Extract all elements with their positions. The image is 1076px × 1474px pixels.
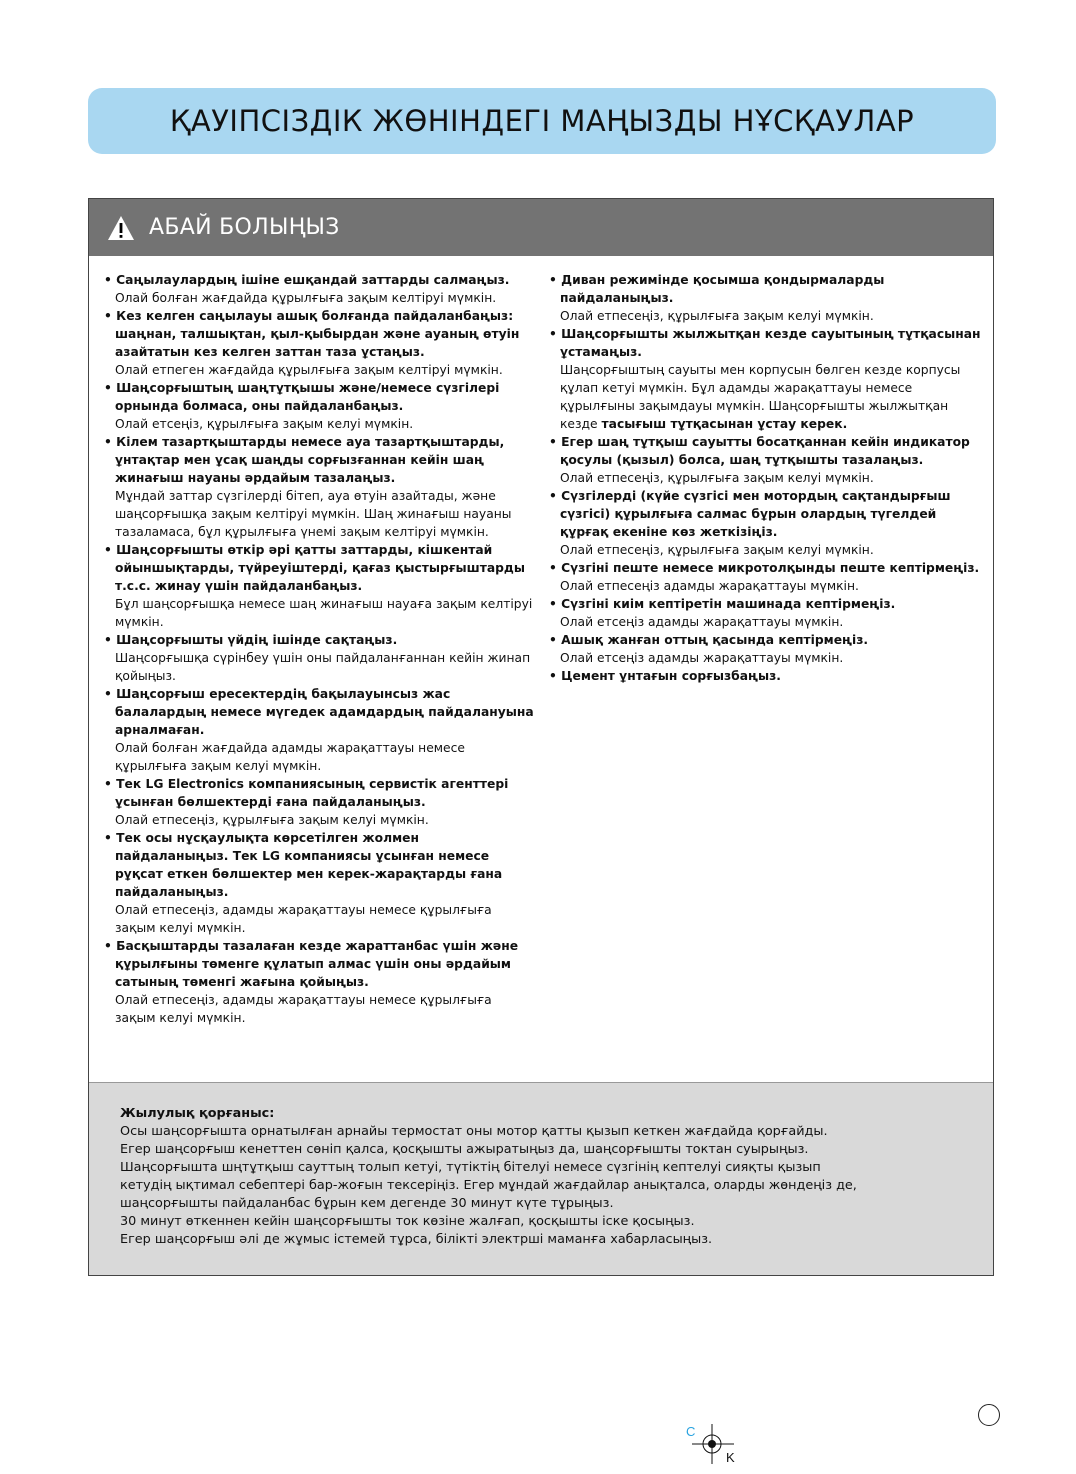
section-header: АБАЙ БОЛЫҢЫЗ xyxy=(149,215,340,240)
thermal-line: шаңсорғышты пайдаланбас бұрын кем дегенде 30 минут күте тұрыңыз. xyxy=(120,1196,614,1211)
item-heading: • Сүзгілерді (күйе сүзгісі мен мотордың сақтандырғыш сүзгісі) құрылғыға салмас бұрын олардың түгелдей құрғақ екеніне көз жеткізіңіз. xyxy=(549,489,951,539)
warning-triangle-icon xyxy=(107,215,135,241)
list-item xyxy=(549,559,983,595)
thermal-line: Шаңсорғышта шңтұтқыш сауттың толып кетуі, түтіктің бітелуі немесе сүзгінің кептелуі сияқты қызып xyxy=(120,1160,821,1175)
item-body-text: Олай етпесеңіз, адамды жарақаттауы немесе құрылғыға зақым келуі мүмкін. xyxy=(115,903,492,935)
thermal-protection-panel xyxy=(89,1082,993,1275)
item-body xyxy=(549,307,983,325)
item-body-text: Олай етпесеңіз адамды жарақаттауы мүмкін. xyxy=(560,579,859,593)
list-item xyxy=(104,775,534,829)
item-body-text: Олай етпесеңіз, құрылғыға зақым келуі мүмкін. xyxy=(560,309,874,323)
item-body xyxy=(104,289,534,307)
item-heading: • Сүзгіні киім кептіретін машинада кептірмеңіз. xyxy=(549,597,896,611)
page-number-circle xyxy=(978,1404,1000,1426)
list-item xyxy=(104,433,534,541)
list-item xyxy=(104,685,534,775)
list-item xyxy=(104,271,534,307)
item-heading: • Шаңсорғышты өткір әрі қатты заттарды, кішкентай ойыншықтарды, түйреуіштерді, қағаз қыстырғыштарды т.с.с. жинау үшін пайдаланбаңыз. xyxy=(104,543,525,593)
item-body-text: Бұл шаңсорғышқа немесе шаң жинағыш науаға зақым келтіруі мүмкін. xyxy=(115,597,533,629)
caution-header xyxy=(89,199,993,256)
item-body xyxy=(104,811,534,829)
item-body xyxy=(549,613,983,631)
item-heading: • Шаңсорғыш ересектердің бақылауынсыз жас балалардың немесе мүгедек адамдардың пайдалануына арналмаған. xyxy=(104,687,534,737)
item-body xyxy=(549,361,983,433)
list-item xyxy=(549,487,983,559)
item-body xyxy=(104,487,534,541)
item-heading: • Шаңсорғышты үйдің ішінде сақтаңыз. xyxy=(104,633,398,647)
item-body-text: Олай етпесеңіз, құрылғыға зақым келуі мүмкін. xyxy=(560,471,874,485)
item-body-text: Олай етсеңіз, құрылғыға зақым келуі мүмкін. xyxy=(115,417,414,431)
item-body xyxy=(104,649,534,685)
caution-box xyxy=(88,198,994,1276)
reg-c-label: C xyxy=(686,1424,696,1439)
item-body xyxy=(104,991,534,1027)
item-heading: • Саңылаулардың ішіне ешқандай заттарды салмаңыз. xyxy=(104,273,510,287)
item-heading: • Шаңсорғышты жылжытқан кезде сауытының тұтқасынан ұстамаңыз. xyxy=(549,327,981,359)
item-body-text: Олай болған жағдайда адамды жарақаттауы немесе құрылғыға зақым келуі мүмкін. xyxy=(115,741,465,773)
item-body-bold: тасығыш тұтқасынан ұстау керек. xyxy=(601,417,848,431)
list-item xyxy=(104,829,534,937)
item-body xyxy=(104,595,534,631)
title-banner xyxy=(88,88,996,154)
item-body-text: Шаңсорғыштың сауыты мен корпусын бөлген кезде корпусы құлап кетуі мүмкін. Бұл адамды жарақаттауы немесе құрылғыны зақымдауы мүмкін. Шаңсорғышты жылжытқан кезде xyxy=(560,363,961,431)
item-body xyxy=(104,739,534,775)
item-body xyxy=(104,901,534,937)
thermal-line: 30 минут өткеннен кейін шаңсорғышты ток көзіне жалғап, қосқышты іске қосыңыз. xyxy=(120,1214,695,1229)
reg-k-label: K xyxy=(726,1450,735,1464)
item-body xyxy=(549,541,983,559)
item-body xyxy=(549,577,983,595)
list-item xyxy=(549,667,983,685)
list-item xyxy=(104,631,534,685)
item-heading: • Тек осы нұсқаулықта көрсетілген жолмен пайдаланыңыз. Тек LG компаниясы ұсынған немесе рұқсат еткен бөлшектер мен керек-жарақтарды ғана пайдаланыңыз. xyxy=(104,831,503,899)
item-body xyxy=(104,361,534,379)
item-body-text: Олай етпеген жағдайда құрылғыға зақым келтіруі мүмкін. xyxy=(115,363,503,377)
item-body-text: Мұндай заттар сүзгілерді бітеп, ауа өтуін азайтады, және шаңсорғышқа зақым келтіруі мүмкін. Шаң жинағыш науаны тазаламаса, бұл құрылғыға үнемі зақым келтіруі мүмкін. xyxy=(115,489,512,539)
thermal-line: Егер шаңсорғыш кенеттен сөніп қалса, қосқышты ажыратыңыз да, шаңсорғышты токтан суырыңыз. xyxy=(120,1142,809,1157)
item-heading: • Кез келген саңылауы ашық болғанда пайдаланбаңыз: шаңнан, талшықтан, қыл-қыбырдан және ауаның өтуін азайтатын кез келген заттан таза ұстаңыз. xyxy=(104,309,520,359)
item-body-text: Олай етпесеңіз, құрылғыға зақым келуі мүмкін. xyxy=(115,813,429,827)
item-body-text: Шаңсорғышқа сүрінбеу үшін оны пайдаланғаннан кейін жинап қойыңыз. xyxy=(115,651,531,683)
list-item xyxy=(549,271,983,325)
thermal-line: Егер шаңсорғыш әлі де жұмыс істемей тұрса, білікті электрші маманға хабарласыңыз. xyxy=(120,1232,713,1247)
list-item xyxy=(549,325,983,433)
thermal-line: Осы шаңсорғышта орнатылған арнайы термостат оны мотор қатты қызып кеткен жағдайда қорғайды. xyxy=(120,1124,828,1139)
item-body xyxy=(549,469,983,487)
item-heading: • Диван режимінде қосымша қондырмаларды пайдаланыңыз. xyxy=(549,273,885,305)
item-heading: • Егер шаң тұтқыш сауытты босатқаннан кейін индикатор қосулы (қызыл) болса, шаң тұтқышты тазалаңыз. xyxy=(549,435,970,467)
caution-columns xyxy=(104,271,983,1027)
list-item xyxy=(104,541,534,631)
right-column xyxy=(549,271,983,1027)
item-body-text: Олай етсеңіз адамды жарақаттауы мүмкін. xyxy=(560,651,844,665)
item-body xyxy=(104,415,534,433)
thermal-text xyxy=(120,1123,973,1249)
list-item xyxy=(549,433,983,487)
item-body-text: Олай етпесеңіз, құрылғыға зақым келуі мүмкін. xyxy=(560,543,874,557)
item-body-text: Олай етпесеңіз, адамды жарақаттауы немесе құрылғыға зақым келуі мүмкін. xyxy=(115,993,492,1025)
item-heading: • Шаңсорғыштың шаңтұтқышы және/немесе сүзгілері орнында болмаса, оны пайдаланбаңыз. xyxy=(104,381,500,413)
list-item xyxy=(549,595,983,631)
left-column xyxy=(104,271,534,1027)
item-body-text: Олай болған жағдайда құрылғыға зақым келтіруі мүмкін. xyxy=(115,291,497,305)
item-heading: • Цемент ұнтағын сорғызбаңыз. xyxy=(549,669,781,683)
registration-mark-icon xyxy=(684,1424,754,1464)
item-heading: • Сүзгіні пеште немесе микротолқынды пеште кептірмеңіз. xyxy=(549,561,980,575)
item-heading: • Кілем тазартқыштарды немесе ауа тазартқыштарды, ұнтақтар мен ұсақ шаңды сорғызғаннан кейін шаң жинағыш науаны әрдайым тазалаңыз. xyxy=(104,435,505,485)
item-body xyxy=(549,649,983,667)
list-item xyxy=(104,379,534,433)
item-heading: • Басқыштарды тазалаған кезде жараттанбас үшін және құрылғыны төменге құлатып алмас үшін оны әрдайым сатының төменгі жағына қойыңыз. xyxy=(104,939,519,989)
list-item xyxy=(104,937,534,1027)
thermal-line: кетудің ықтимал себептері бар-жоғын тексеріңіз. Егер мұндай жағдайлар анықталса, оларды жөндеңіз де, xyxy=(120,1178,857,1193)
item-heading: • Тек LG Electronics компаниясының сервистік агенттері ұсынған бөлшектерді ғана пайдаланыңыз. xyxy=(104,777,509,809)
item-body-text: Олай етсеңіз адамды жарақаттауы мүмкін. xyxy=(560,615,844,629)
page-title: ҚАУІПСІЗДІК ЖӨНІНДЕГІ МАҢЫЗДЫ НҰСҚАУЛАР xyxy=(169,104,915,138)
thermal-title: Жылулық қорғаныс: xyxy=(120,1106,275,1121)
item-heading: • Ашық жанған оттың қасында кептірмеңіз. xyxy=(549,633,869,647)
list-item xyxy=(549,631,983,667)
list-item xyxy=(104,307,534,379)
